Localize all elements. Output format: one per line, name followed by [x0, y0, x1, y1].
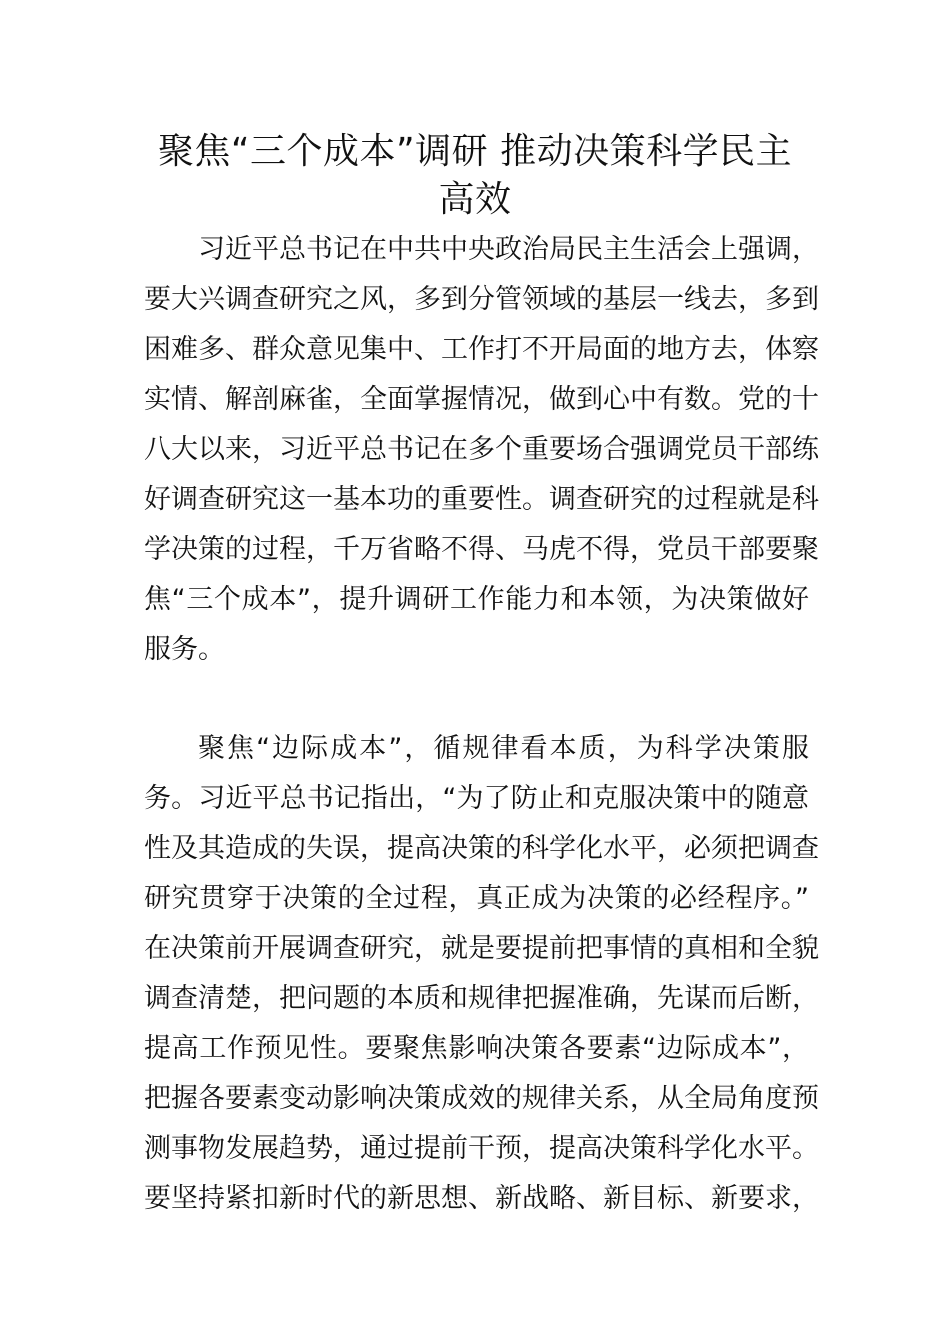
- paragraph-line: 服务。: [144, 634, 225, 665]
- paragraph-line: 要坚持紧扣新时代的新思想、新战略、新目标、新要求，: [144, 1183, 819, 1214]
- title-line-1: 聚焦“三个成本”调研 推动决策科学民主: [157, 131, 793, 172]
- paragraph-line: 在决策前开展调查研究，就是要提前把事情的真相和全貌: [144, 933, 819, 964]
- paragraph-line: 八大以来，习近平总书记在多个重要场合强调党员干部练: [144, 434, 819, 465]
- paragraph-line: 调查清楚，把问题的本质和规律把握准确，先谋而后断，: [144, 983, 819, 1014]
- document-title: [130, 128, 820, 224]
- paragraph-line: 把握各要素变动影响决策成效的规律关系，从全局角度预: [144, 1083, 819, 1114]
- paragraph-line: 困难多、群众意见集中、工作打不开局面的地方去，体察: [144, 334, 819, 365]
- paragraph-line: 好调查研究这一基本功的重要性。调查研究的过程就是科: [144, 484, 819, 515]
- paragraph-line: 性及其造成的失误，提高决策的科学化水平，必须把调查: [144, 833, 819, 864]
- paragraph-line: 学决策的过程，千万省略不得、马虎不得，党员干部要聚: [144, 534, 819, 565]
- paragraph-line: 焦“三个成本”，提升调研工作能力和本领，为决策做好: [144, 584, 809, 615]
- paragraph-line: 务。习近平总书记指出，“为了防止和克服决策中的随意: [144, 783, 809, 814]
- paragraph-line: 聚焦“边际成本”，循规律看本质，为科学决策服: [198, 733, 809, 764]
- paragraph-line: 测事物发展趋势，通过提前干预，提高决策科学化水平。: [144, 1133, 819, 1164]
- paragraph-line: 要大兴调查研究之风，多到分管领域的基层一线去，多到: [144, 284, 819, 315]
- title-line-2: 高效: [438, 179, 512, 220]
- paragraph-line: 研究贯穿于决策的全过程，真正成为决策的必经程序。”: [144, 883, 809, 914]
- paragraph-line: 提高工作预见性。要聚焦影响决策各要素“边际成本”，: [144, 1033, 809, 1064]
- paragraph-line: 实情、解剖麻雀，全面掌握情况，做到心中有数。党的十: [144, 384, 819, 415]
- paragraph-line: 习近平总书记在中共中央政治局民主生活会上强调，: [198, 234, 819, 265]
